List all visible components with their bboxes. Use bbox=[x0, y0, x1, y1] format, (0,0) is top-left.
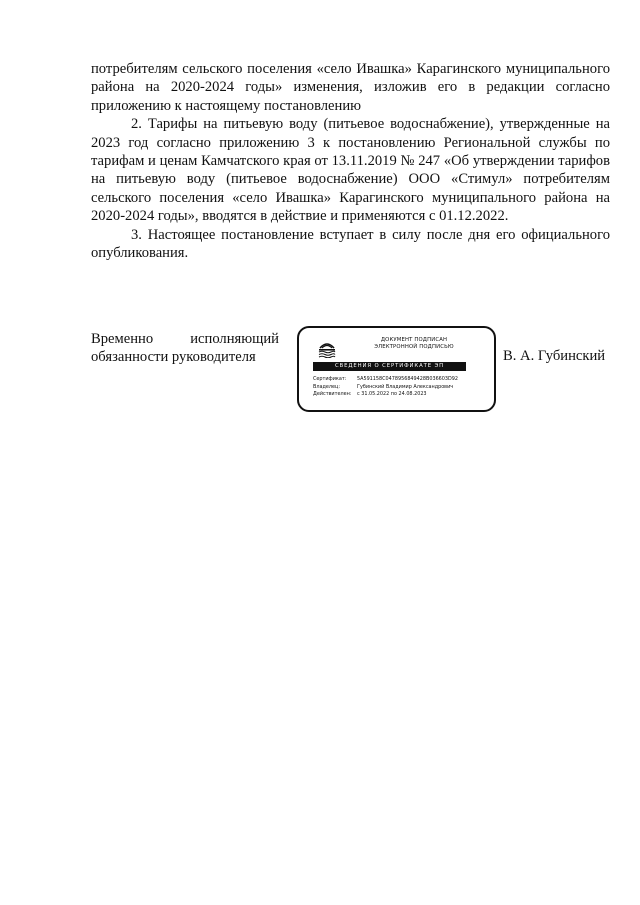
paragraph-2: 2. Тарифы на питьевую воду (питьевое водоснабжение), утвержденные на 2023 год согласно приложению 3 к постановлению Региональной службы по тарифам и ценам Камчатского края от 13.11.2019 № 247 «Об утверждении тарифов на питьевую воду (питьевое водоснабжение) ООО «Стимул» потребителям сельского поселения «село Ивашка» Карагинского муниципального района на 2020-2024 годы», вводятся в действие и применяются с 01.12.2022. bbox=[91, 116, 610, 225]
stamp-row-value: 5A591158C0478956849428B036603D92 bbox=[357, 376, 459, 382]
stamp-row-label: Действителен: bbox=[313, 391, 352, 398]
stamp-row-value: Губинский Владимир Александрович bbox=[357, 383, 454, 390]
signer-position-line2: обязанности руководителя bbox=[91, 349, 256, 366]
position-word-2: исполняющий bbox=[190, 331, 279, 347]
stamp-title-bar: СВЕДЕНИЯ О СЕРТИФИКАТЕ ЭП bbox=[313, 362, 466, 371]
e-signature-stamp bbox=[297, 326, 496, 412]
signer-name: В. А. Губинский bbox=[503, 348, 606, 364]
paragraph-continuation: потребителям сельского поселения «село Ивашка» Карагинского муниципального района на 2020-2024 годы» изменения, изложив его в редакции согласно приложению к настоящему постановлению bbox=[91, 61, 610, 114]
body-text bbox=[91, 60, 610, 262]
paragraph-3: 3. Настоящее постановление вступает в силу после дня его официального опубликования. bbox=[91, 226, 610, 262]
coat-of-arms-icon bbox=[317, 338, 337, 358]
stamp-header-line1: ДОКУМЕНТ ПОДПИСАН bbox=[380, 337, 448, 343]
stamp-row-value: с 31.05.2022 по 24.08.2023 bbox=[357, 391, 427, 398]
stamp-header-line2: ЭЛЕКТРОННОЙ ПОДПИСЬЮ bbox=[374, 344, 454, 351]
signer-position-line1 bbox=[91, 330, 279, 348]
stamp-row-validity bbox=[313, 391, 489, 399]
stamp-header bbox=[343, 337, 485, 351]
stamp-row-label: Владелец: bbox=[313, 383, 340, 390]
stamp-row-label: Сертификат: bbox=[313, 376, 347, 382]
stamp-row-certificate bbox=[313, 376, 489, 384]
signer-position bbox=[91, 330, 279, 367]
position-word-1: Временно bbox=[91, 331, 154, 347]
stamp-details bbox=[313, 376, 489, 399]
